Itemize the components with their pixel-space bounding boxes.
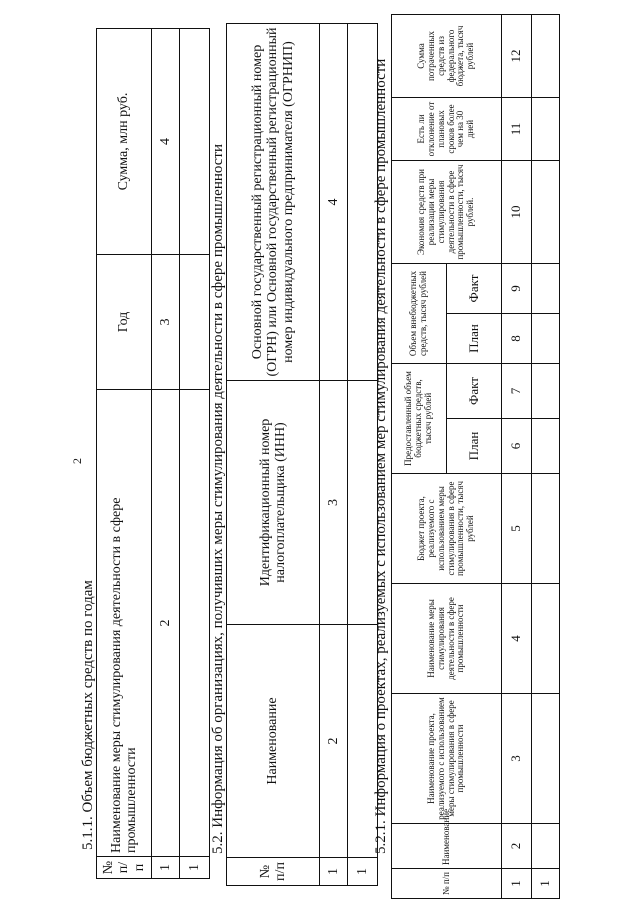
column-number: 12: [502, 14, 532, 97]
header-cell: Объем внебюджетных средств, тысяч рублей: [392, 263, 447, 363]
fact-header: Факт: [447, 263, 502, 313]
column-number: 3: [320, 381, 348, 625]
header-cell: Идентификационный номер налогоплательщика (ИНН): [227, 381, 320, 625]
column-number: 3: [502, 694, 532, 824]
projects-table: [391, 14, 560, 899]
table-cell: [532, 263, 560, 313]
column-number-row: [502, 14, 532, 898]
header-cell: Сумма, млн руб.: [97, 29, 152, 255]
budget-by-year-table: [96, 28, 210, 879]
column-number: 5: [502, 474, 532, 584]
table-cell: [532, 160, 560, 263]
column-number: 7: [502, 364, 532, 419]
column-number-row: [320, 24, 348, 886]
column-number: 1: [152, 857, 180, 879]
table-cell: [532, 419, 560, 474]
header-cell: Экономия средств при реализации меры стимулирования деятельности в сфере промышленности, тысяч рублей.: [392, 160, 502, 263]
column-number: 1: [320, 858, 348, 886]
table-cell: [180, 390, 210, 857]
table-cell: 1: [180, 857, 210, 879]
column-number: 9: [502, 263, 532, 313]
header-cell: Наименование меры стимулирования деятельности в сфере промышленности: [392, 584, 502, 694]
header-cell: Наименование проекта, реализуемого с использованием меры стимулирования в сфере промышленности: [392, 694, 502, 824]
table-cell: [532, 694, 560, 824]
table-cell: [532, 584, 560, 694]
header-cell: Наименование меры стимулирования деятельности в сфере промышленности: [97, 390, 152, 857]
column-number: 4: [502, 584, 532, 694]
table-header-row: [227, 24, 320, 886]
column-number: 11: [502, 97, 532, 160]
section-5-1-1-heading: 5.1.1. Объем бюджетных средств по годам: [80, 580, 96, 850]
column-number: 1: [502, 869, 532, 899]
table-cell: [180, 29, 210, 255]
plan-header: План: [447, 419, 502, 474]
table-header-row: [97, 29, 152, 879]
column-number: 4: [320, 24, 348, 381]
table-cell: [532, 364, 560, 419]
column-number: 2: [320, 625, 348, 858]
table-cell: [180, 255, 210, 390]
table-cell: [532, 474, 560, 584]
plan-header: План: [447, 314, 502, 364]
organizations-table: [226, 23, 378, 886]
header-cell: Основной государственный регистрационный номер (ОГРН) или Основной государственный регистрационный номер индивидуального предпринимателя (ОГРНИП): [227, 24, 320, 381]
table-header-row: [392, 14, 447, 898]
header-cell: № п/п: [227, 858, 320, 886]
table-cell: [532, 314, 560, 364]
table-cell: [532, 824, 560, 869]
column-number: 8: [502, 314, 532, 364]
table-cell: [532, 97, 560, 160]
column-number: 2: [152, 390, 180, 857]
column-number: 10: [502, 160, 532, 263]
table-cell: 1: [532, 869, 560, 899]
header-cell: Год: [97, 255, 152, 390]
header-cell: № п/п: [392, 869, 502, 899]
header-cell: Есть ли отклонение от плановых сроков более чем на 30 дней: [392, 97, 502, 160]
header-cell: Предоставленный объем бюджетных средств, тысяч рублей: [392, 364, 447, 474]
header-cell: Наименование: [392, 824, 502, 869]
header-cell: Сумма потраченных средств из федерального бюджета, тысяч рублей: [392, 14, 502, 97]
fact-header: Факт: [447, 364, 502, 419]
header-cell: № п/п: [97, 857, 152, 879]
table-row: [180, 29, 210, 879]
column-number: 4: [152, 29, 180, 255]
section-5-2-heading: 5.2. Информация об организациях, получивших меры стимулирования деятельности в сфере промышленности: [210, 144, 226, 854]
section-5-2-1-heading: 5.2.1. Информация о проектах, реализуемых с использованием мер стимулирования деятельности в сфере промышленности: [373, 58, 389, 854]
table-row: [532, 14, 560, 898]
column-number: 2: [502, 824, 532, 869]
page-number: 2: [70, 458, 84, 464]
column-number: 6: [502, 419, 532, 474]
column-number: 3: [152, 255, 180, 390]
header-cell: Бюджет проекта, реализуемого с использованием меры стимулирования в сфере промышленности, тысяч рублей: [392, 474, 502, 584]
table-cell: 1: [348, 858, 378, 886]
table-cell: [532, 14, 560, 97]
header-cell: Наименование: [227, 625, 320, 858]
column-number-row: [152, 29, 180, 879]
